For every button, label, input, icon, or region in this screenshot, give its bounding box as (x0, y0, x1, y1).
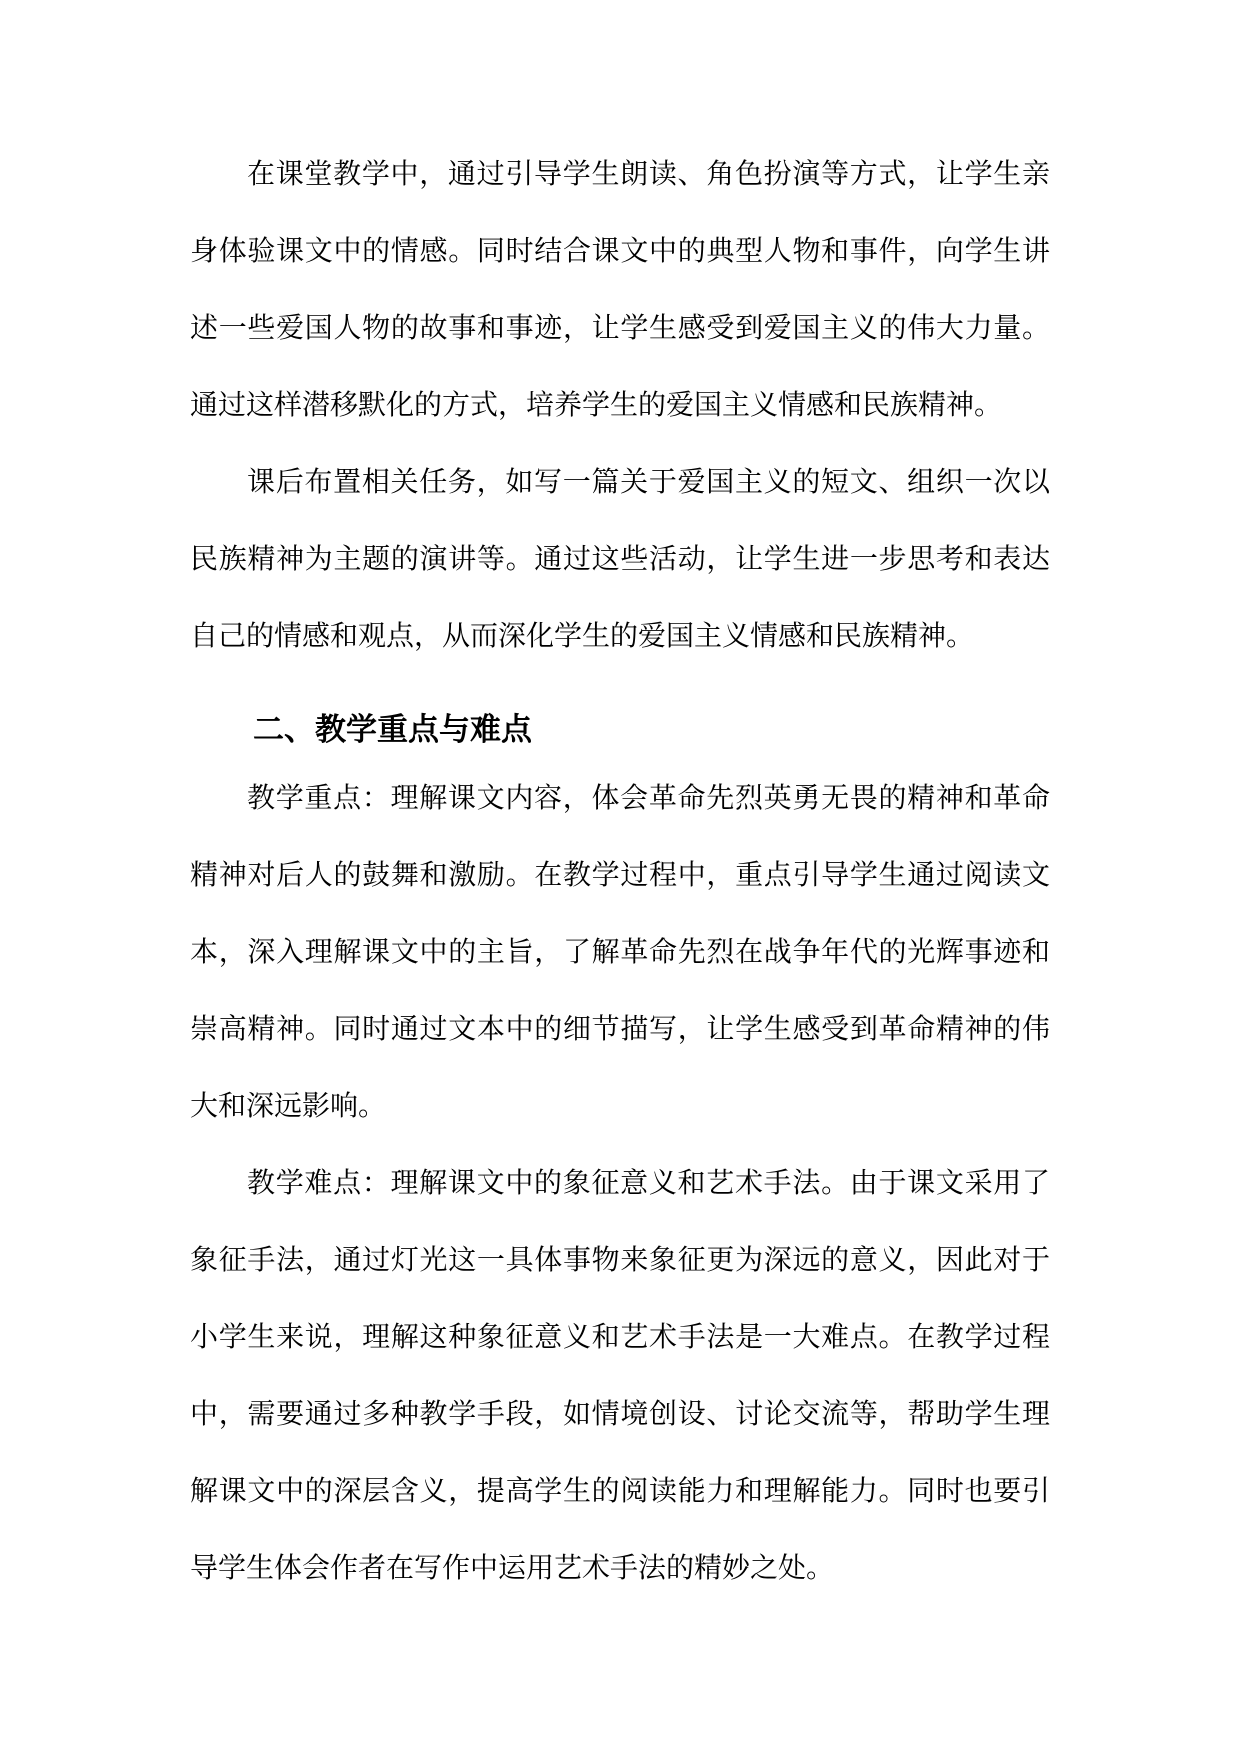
paragraph-after-class-tasks: 课后布置相关任务，如写一篇关于爱国主义的短文、组织一次以民族精神为主题的演讲等。通过这些活动，让学生进一步思考和表达自己的情感和观点，从而深化学生的爱国主义情感和民族精神。 (190, 465, 1050, 652)
intro-text-block (190, 135, 1050, 674)
section-heading: 二、教学重点与难点 (253, 712, 532, 748)
paragraph-teaching-focus: 教学重点：理解课文内容，体会革命先烈英勇无畏的精神和革命精神对后人的鼓舞和激励。在教学过程中，重点引导学生通过阅读文本，深入理解课文中的主旨，了解革命先烈在战争年代的光辉事迹和崇高精神。同时通过文本中的细节描写，让学生感受到革命精神的伟大和深远影响。 (190, 781, 1050, 1122)
paragraph-classroom-teaching: 在课堂教学中，通过引导学生朗读、角色扮演等方式，让学生亲身体验课文中的情感。同时结合课文中的典型人物和事件，向学生讲述一些爱国人物的故事和事迹，让学生感受到爱国主义的伟大力量。通过这样潜移默化的方式，培养学生的爱国主义情感和民族精神。 (190, 157, 1050, 421)
section-text-block (190, 759, 1050, 1606)
paragraph-teaching-difficulty: 教学难点：理解课文中的象征意义和艺术手法。由于课文采用了象征手法，通过灯光这一具体事物来象征更为深远的意义，因此对于小学生来说，理解这种象征意义和艺术手法是一大难点。在教学过程中，需要通过多种教学手段，如情境创设、讨论交流等，帮助学生理解课文中的深层含义，提高学生的阅读能力和理解能力。同时也要引导学生体会作者在写作中运用艺术手法的精妙之处。 (190, 1166, 1050, 1584)
